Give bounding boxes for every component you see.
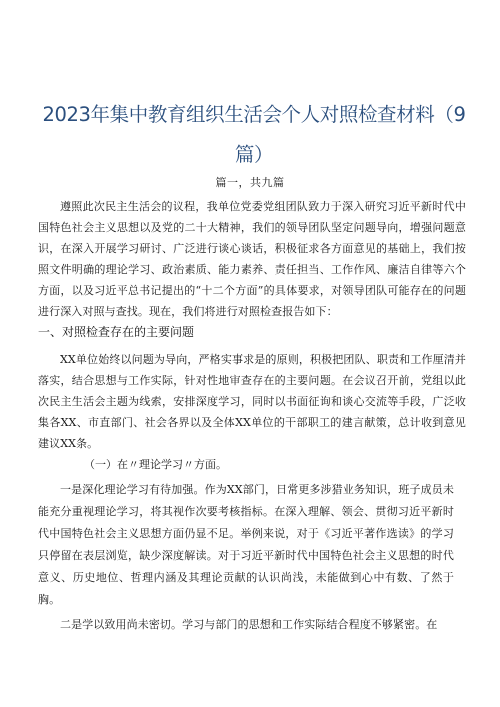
document-subtitle: 篇一，共九篇 (215, 176, 285, 189)
paragraph-point-two: 二是学以致用尚未密切。学习与部门的思想和工作实际结合程度不够紧密。在 (60, 618, 438, 631)
subsection-heading: （一）在〃理论学习〃方面。 (84, 458, 227, 471)
section-heading: 一、对照检查存在的主要问题 (38, 325, 195, 339)
paragraph-overview: XX单位始终以问题为导向，严格实事求是的原则，积极把团队、职责和工作厘清并落实，结合思想与工作实际，针对性地审查存在的主要问题。在会议召开前，党组以此次民主生活会主题为线索，安排深度学习，同时以书面征询和谈心交流等手段，广泛收集各XX、市直部门、社会各界以及全体XX单位的干部职工的建言献策，总计收到意见建议XX条。 (38, 353, 466, 450)
paragraph-intro: 遵照此次民主生活会的议程，我单位党委党组团队致力于深入研究习近平新时代中国特色社会主义思想以及党的二十大精神，我们的领导团队坚定问题导向，增强问题意识，在深入开展学习研讨、广泛进行谈心谈话，积极征求各方面意见的基础上，我们按照文件明确的理论学习、政治素质、能力素养、责任担当、工作作风、廉洁自律等六个方面，以及习近平总书记提出的“十二个方面”的具体要求，对领导团队可能存在的问题进行深入对照与查找。现在，我们将进行对照检查报告如下： (38, 200, 466, 318)
paragraph-point-one: 一是深化理论学习有待加强。作为XX部门，日常更多涉猎业务知识，班子成员未能充分重视理论学习，将其视作次要考核指标。在深入理解、领会、贯彻习近平新时代中国特色社会主义思想方面仍显不足。举例来说，对于《习近平著作选读》的学习只停留在表层浏览，缺少深度解读。对于习近平新时代中国特色社会主义思想的时代意义、历史地位、哲理内涵及其理论贡献的认识尚浅，未能做到心中有数、了然于胸。 (38, 483, 454, 606)
document-title: 2023年集中教育组织生活会个人对照检查材料（9篇） (42, 103, 466, 166)
